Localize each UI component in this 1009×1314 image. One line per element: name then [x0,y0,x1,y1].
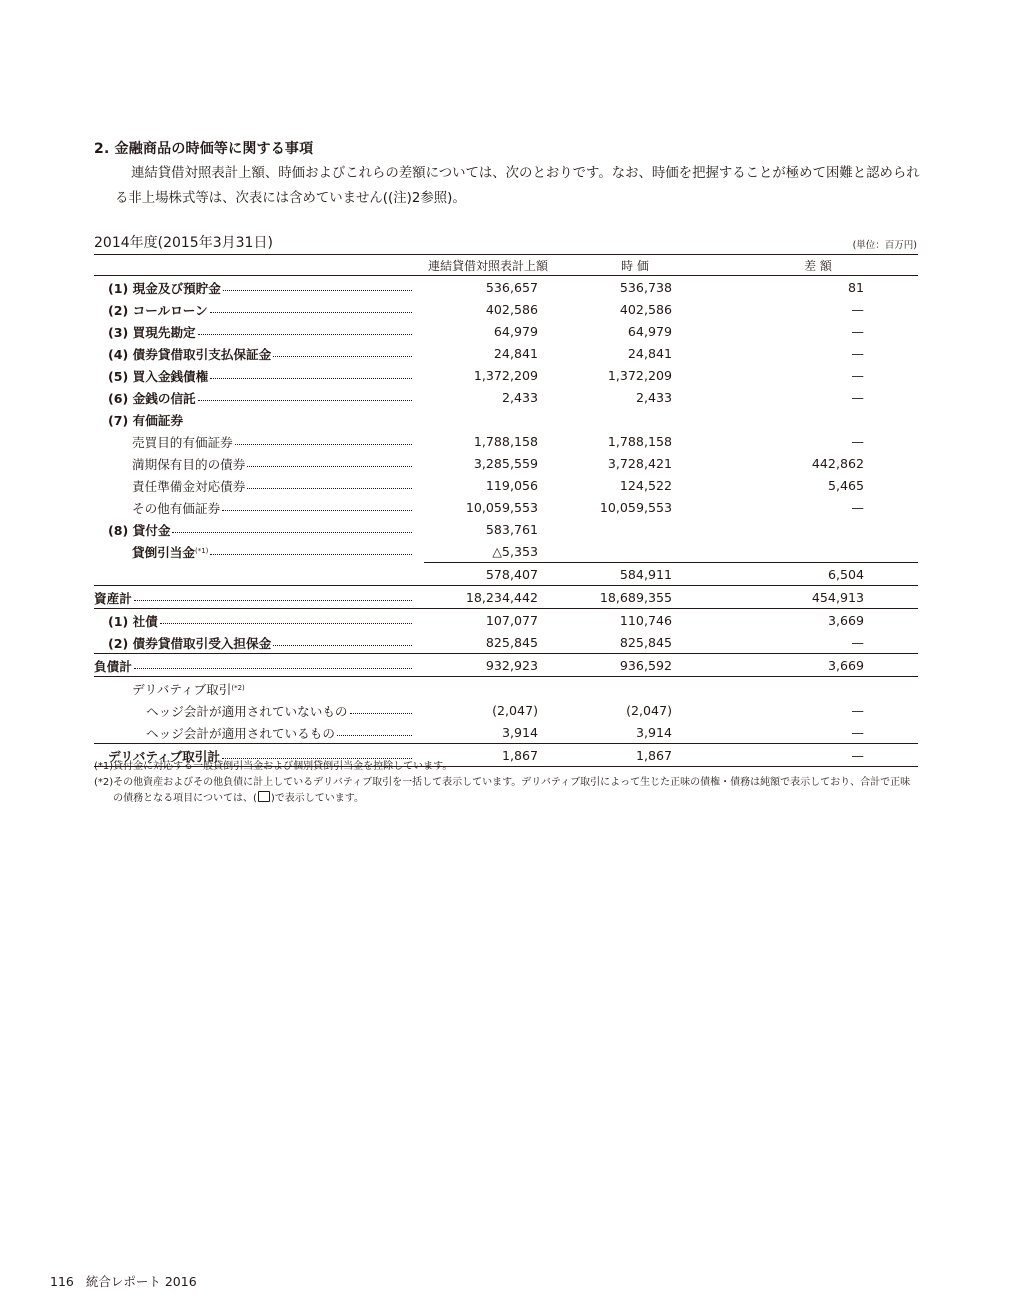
fair-value-cell: 536,738 [619,279,672,295]
row-label: (5) 買入金銭債権 [94,366,424,385]
difference-cell [718,518,918,540]
difference-cell [718,677,918,700]
difference-cell: 3,669 [827,612,864,628]
table-row [94,408,918,430]
book-value-cell: 402,586 [485,301,538,317]
fair-value-table [94,254,918,767]
table-row [94,496,918,518]
table-row [94,430,918,452]
table-row [94,721,918,744]
header-fair-value: 時 価 [552,255,718,276]
difference-cell: — [851,367,864,383]
row-label: (6) 金銭の信託 [94,388,424,407]
row-label: (2) コールローン [94,300,424,319]
fair-value-cell: (2,047) [626,702,672,718]
fair-value-cell: 1,867 [552,744,718,767]
difference-cell: — [851,345,864,361]
table-row [94,609,918,632]
table-row [94,386,918,408]
row-label: 満期保有目的の債券 [94,454,424,473]
book-value-cell: 536,657 [485,279,538,295]
footnote-ref: (*2) [231,683,245,692]
difference-cell: 454,913 [718,586,918,609]
section-title: 2. 金融商品の時価等に関する事項 [94,141,314,157]
table-row [94,364,918,386]
fair-value-cell: 2,433 [635,389,672,405]
footnote-mark: (*1) [94,761,114,772]
row-label: 貸倒引当金$^{(*1)}$ [94,542,424,561]
row-label: ヘッジ会計が適用されていないもの [94,701,424,720]
page-footer [50,1272,197,1290]
fair-value-cell: 3,914 [635,724,672,740]
table-row [94,320,918,342]
row-label: 売買目的有価証券 [94,432,424,451]
difference-cell: — [851,389,864,405]
difference-cell [718,408,918,430]
row-label: その他有価証券 [94,498,424,517]
row-label: (2) 債券貸借取引受入担保金 [94,633,424,652]
unit-note: (単位：百万円) [852,240,917,251]
difference-cell: 5,465 [827,477,864,493]
row-label: デリバティブ取引$^{(*2)}$ [132,681,245,697]
difference-cell: — [851,724,864,740]
footnote-1 [94,759,920,775]
book-value-cell [424,677,552,700]
fair-value-cell: 584,911 [552,563,718,586]
fair-value-cell: 3,728,421 [607,455,672,471]
footnote-mark: (*2) [94,777,114,788]
difference-cell: 3,669 [718,654,918,677]
row-label: (8) 貸付金 [94,520,424,539]
row-label: 負債計 [94,656,424,675]
fair-value-cell [552,540,718,563]
header-difference: 差 額 [718,255,918,276]
difference-cell: 442,862 [811,455,864,471]
fair-value-cell [552,677,718,700]
fair-value-cell: 124,522 [619,477,672,493]
fair-value-cell: 64,979 [627,323,672,339]
book-value-cell: 1,372,209 [473,367,538,383]
book-value-cell: 119,056 [485,477,538,493]
header-book-value: 連結貸借対照表計上額 [424,255,552,276]
page-number: 116 [50,1274,74,1289]
book-value-cell: 825,845 [485,634,538,650]
table-row [94,474,918,496]
subtotal-row [94,563,918,586]
fair-value-cell: 1,788,158 [607,433,672,449]
table-row [94,298,918,320]
fair-value-cell: 936,592 [552,654,718,677]
table-row [94,699,918,721]
fair-value-cell [552,408,718,430]
fair-value-cell: 402,586 [619,301,672,317]
book-value-cell [424,408,552,430]
row-label: (1) 現金及び預貯金 [94,278,424,297]
table-row [94,677,918,700]
footnotes [94,759,920,807]
table-row [94,342,918,364]
difference-cell: — [851,433,864,449]
book-value-cell: (2,047) [492,702,538,718]
fair-value-cell: 10,059,553 [599,499,672,515]
row-label: (3) 買現先勘定 [94,322,424,341]
book-value-cell: 578,407 [424,563,552,586]
book-value-cell: △5,353 [492,543,538,559]
book-value-cell: 3,285,559 [473,455,538,471]
row-label: ヘッジ会計が適用されているもの [94,723,424,742]
difference-cell [718,540,918,563]
fair-value-cell: 24,841 [627,345,672,361]
row-label: (7) 有価証券 [108,412,184,428]
footnote-2 [94,775,920,807]
table-header-row [94,255,918,276]
book-value-cell: 3,914 [501,724,538,740]
footnote-text: その他資産およびその他負債に計上しているデリバティブ取引を一括して表示しています。デリバティブ取引によって生じた正味の債権・債務は純額で表示しており、合計で正味の債務となる項目については、( )で表示しています。 [113,777,911,804]
fair-value-cell: 18,689,355 [552,586,718,609]
row-label: 責任準備金対応債券 [94,476,424,495]
header-label [94,255,424,276]
book-value-cell: 18,234,442 [424,586,552,609]
fair-value-cell: 110,746 [619,612,672,628]
fair-value-cell: 825,845 [619,634,672,650]
row-label: (4) 債券貸借取引支払保証金 [94,344,424,363]
book-value-cell: 64,979 [493,323,538,339]
total-row [94,654,918,677]
table-row [94,631,918,654]
book-value-cell: 24,841 [493,345,538,361]
footnote-text: 貸付金に対応する一般貸倒引当金および個別貸倒引当金を控除しています。 [113,761,453,772]
difference-cell: 81 [847,279,864,295]
book-value-cell: 107,077 [485,612,538,628]
table-row [94,540,918,563]
table-caption: 2014年度(2015年3月31日) [94,235,273,251]
difference-cell: — [851,499,864,515]
book-value-cell: 1,788,158 [473,433,538,449]
publication-title: 統合レポート 2016 [85,1274,197,1289]
table-row [94,452,918,474]
row-label: デリバティブ取引計 [94,746,424,765]
difference-cell: — [718,744,918,767]
difference-cell: 6,504 [718,563,918,586]
book-value-cell: 2,433 [501,389,538,405]
fair-value-cell [552,518,718,540]
table-row [94,518,918,540]
parenthesis-box-icon [258,791,270,802]
total-row [94,586,918,609]
table-row [94,276,918,299]
footnote-ref: (*1) [194,546,209,555]
difference-cell: — [851,323,864,339]
book-value-cell: 1,867 [424,744,552,767]
difference-cell: — [851,634,864,650]
fair-value-cell: 1,372,209 [607,367,672,383]
row-label: (1) 社債 [94,611,424,630]
intro-paragraph: 連結貸借対照表計上額、時価およびこれらの差額については、次のとおりです。なお、時価を把握することが極めて困難と認められる非上場株式等は、次表には含めていません((注)2参照)。 [115,166,920,206]
difference-cell: — [851,301,864,317]
difference-cell: — [851,702,864,718]
book-value-cell: 932,923 [424,654,552,677]
book-value-cell: 583,761 [485,521,538,537]
row-label: 資産計 [94,588,424,607]
book-value-cell: 10,059,553 [465,499,538,515]
